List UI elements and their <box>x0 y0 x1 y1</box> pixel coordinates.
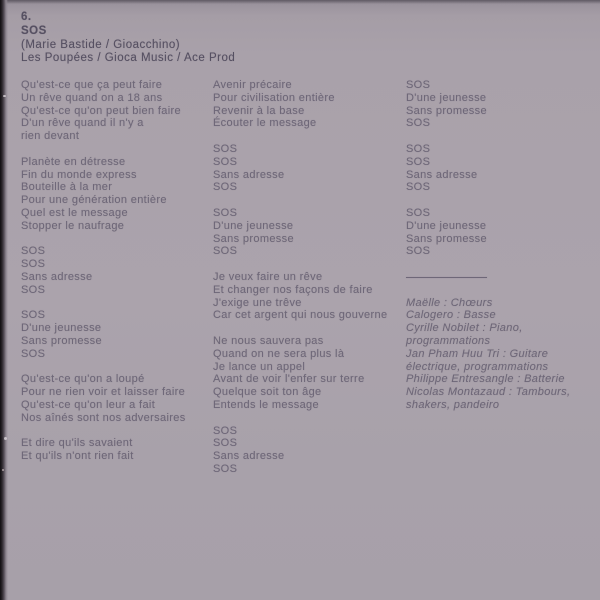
lyric-line: J'exige une trêve <box>213 296 302 309</box>
track-publishers: Les Poupées / Gioca Music / Ace Prod <box>21 52 236 65</box>
scan-dust-speck <box>2 469 4 471</box>
lyric-line: Et qu'ils n'ont rien fait <box>21 450 134 463</box>
credit-line: programmations <box>406 334 491 347</box>
lyric-line: D'une jeunesse <box>406 91 487 104</box>
lyric-line: Ne nous sauvera pas <box>213 334 324 347</box>
blank-line <box>406 258 570 271</box>
lyric-line: Sans adresse <box>213 168 285 181</box>
lyric-line: D'une jeunesse <box>213 219 294 232</box>
credit-line: shakers, pandeiro <box>406 398 500 411</box>
lyric-line: Un rêve quand on a 18 ans <box>21 91 163 104</box>
lyric-line: SOS <box>21 309 46 322</box>
credit-line: Nicolas Montazaud : Tambours, <box>406 386 571 399</box>
lyric-line: Qu'est-ce qu'on a loupé <box>21 373 145 386</box>
lyric-line: Quelque soit ton âge <box>213 386 322 399</box>
lyric-line: Qu'est-ce qu'on leur a fait <box>21 398 156 411</box>
lyric-line: Pour civilisation entière <box>213 91 335 104</box>
lyric-line: Quel est le message <box>21 206 128 219</box>
credit-line: électrique, programmations <box>406 360 549 373</box>
blank-line <box>213 194 387 207</box>
lyric-line: Sans promesse <box>406 232 487 245</box>
track-number: 6. <box>21 11 32 23</box>
credit-line: Cyrille Nobilet : Piano, <box>406 322 523 335</box>
lyrics-column-3 <box>406 79 570 412</box>
booklet-spine-edge <box>0 0 8 600</box>
lyric-line: Pour ne rien voir et laisser faire <box>21 386 186 399</box>
lyric-line: D'une jeunesse <box>21 322 102 335</box>
track-header <box>21 11 235 66</box>
lyric-line: Car cet argent qui nous gouverne <box>213 309 388 322</box>
blank-line <box>21 297 186 310</box>
lyric-line: SOS <box>213 462 238 475</box>
credit-line: Jan Pham Huu Tri : Guitare <box>406 347 549 360</box>
blank-line <box>21 143 186 156</box>
lyric-line: SOS <box>213 206 238 219</box>
lyric-line: Sans promesse <box>406 104 487 117</box>
lyric-line: Je veux faire un rêve <box>213 270 323 283</box>
blank-line <box>406 130 570 143</box>
lyric-line: Sans adresse <box>406 168 478 181</box>
lyric-line: Sans promesse <box>21 334 102 347</box>
lyric-line: SOS <box>21 258 46 271</box>
lyric-line: SOS <box>21 347 46 360</box>
lyric-line: Je lance un appel <box>213 360 306 373</box>
lyric-line: SOS <box>213 424 238 437</box>
lyric-line: Planète en détresse <box>21 155 126 168</box>
lyric-line: Quand on ne sera plus là <box>213 347 345 360</box>
lyric-line: Nos aînés sont nos adversaires <box>21 411 186 424</box>
blank-line <box>21 361 186 374</box>
lyric-line: SOS <box>213 437 238 450</box>
lyric-line: Revenir à la base <box>213 104 305 117</box>
scan-dust-speck <box>3 95 6 97</box>
credit-line: Philippe Entresangle : Batterie <box>406 373 565 386</box>
lyric-line: Et changer nos façons de faire <box>213 283 373 296</box>
credits-divider <box>406 271 570 284</box>
lyric-line: SOS <box>406 245 431 258</box>
lyric-line: Avenir précaire <box>213 79 293 91</box>
lyric-line: Sans promesse <box>213 232 294 245</box>
lyric-line: SOS <box>213 142 238 155</box>
blank-line <box>213 130 387 143</box>
lyric-line: Stopper le naufrage <box>21 219 125 232</box>
blank-line <box>213 412 387 425</box>
lyric-line: SOS <box>21 245 46 258</box>
lyric-line: Entends le message <box>213 398 319 411</box>
blank-line <box>213 322 387 335</box>
lyrics-column-2 <box>213 79 387 476</box>
blank-line <box>406 194 570 207</box>
track-writers: (Marie Bastide / Gioacchino) <box>21 38 181 51</box>
track-title: SOS <box>21 24 47 37</box>
blank-line <box>21 233 186 246</box>
lyric-line: Et dire qu'ils savaient <box>21 437 133 450</box>
lyric-line: rien devant <box>21 130 80 143</box>
lyric-line: Qu'est-ce qu'on peut bien faire <box>21 104 181 117</box>
lyric-line: Bouteille à la mer <box>21 181 113 194</box>
lyric-line: Pour une génération entière <box>21 194 167 207</box>
credit-line: Maëlle : Chœurs <box>406 296 493 309</box>
divider-line <box>406 277 487 278</box>
lyrics-column-1 <box>21 79 186 463</box>
lyric-line: SOS <box>406 181 431 194</box>
blank-line <box>213 258 387 271</box>
lyric-line: D'une jeunesse <box>406 219 487 232</box>
lyric-line: SOS <box>406 206 431 219</box>
credit-line: Calogero : Basse <box>406 309 496 322</box>
lyric-line: SOS <box>406 155 431 168</box>
lyric-line: Sans adresse <box>213 450 285 463</box>
lyric-line: SOS <box>406 117 431 130</box>
blank-line <box>21 425 186 438</box>
lyric-line: SOS <box>21 283 46 296</box>
lyric-line: SOS <box>213 155 238 168</box>
lyric-line: SOS <box>406 79 431 91</box>
lyric-line: D'un rêve quand il n'y a <box>21 117 144 130</box>
lyric-line: Qu'est-ce que ça peut faire <box>21 79 163 91</box>
lyric-line: Écouter le message <box>213 117 317 130</box>
lyric-line: SOS <box>213 181 238 194</box>
scan-top-shadow <box>0 0 600 4</box>
lyric-line: SOS <box>213 245 238 258</box>
scan-dust-speck <box>4 437 7 440</box>
lyric-line: Sans adresse <box>21 270 93 283</box>
lyric-line: SOS <box>406 142 431 155</box>
lyric-line: Fin du monde express <box>21 168 137 181</box>
lyric-line: Avant de voir l'enfer sur terre <box>213 373 365 386</box>
